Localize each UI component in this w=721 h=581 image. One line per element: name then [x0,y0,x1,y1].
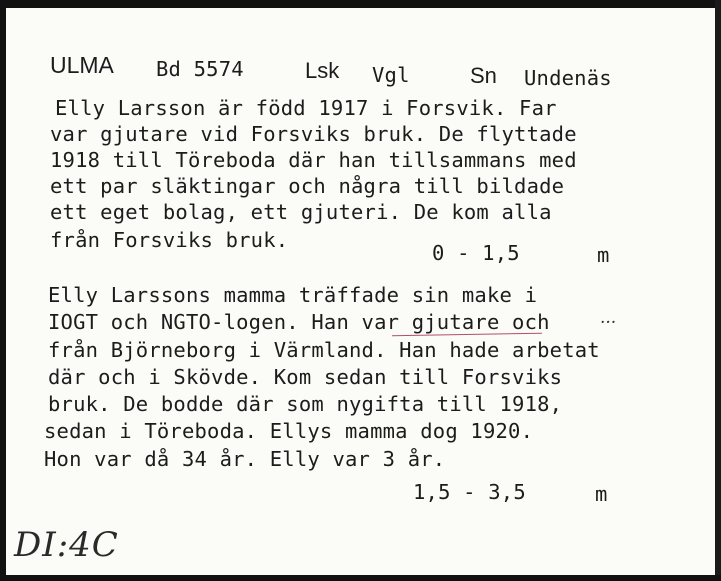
paragraph2-line: från Björneborg i Värmland. Han hade arbetat [48,338,600,362]
paragraph1-line: Elly Larsson är född 1917 i Forsvik. Far [55,96,557,120]
paragraph2-range: 1,5 - 3,5 [413,480,526,504]
scan-edge-bottom [0,575,721,581]
paragraph1-line: ett par släktingar och några till bildade [50,174,565,198]
lsk-value: Vgl [372,63,410,87]
paragraph1-line: 1918 till Töreboda där han tillsammans med [50,148,577,172]
handwritten-note: ... [600,308,617,328]
bd-number: Bd 5574 [156,57,244,81]
paragraph2-line: där och i Skövde. Kom sedan till Forsviks [48,365,563,389]
paragraph2-line: Elly Larssons mamma träffade sin make i [48,283,538,307]
paragraph2-unit: m [595,482,608,506]
handwritten-code: DI:4C [14,525,119,565]
scan-edge-right [715,0,721,581]
paragraph2-line: bruk. De bodde där som nygifta till 1918, [48,392,563,416]
paragraph1-unit: m [597,243,610,267]
paragraph2-line: Hon var då 34 år. Elly var 3 år. [44,447,446,471]
scan-edge-top [0,0,721,8]
paragraph2-line: sedan i Töreboda. Ellys mamma dog 1920. [44,419,534,443]
paragraph1-line: var gjutare vid Forsviks bruk. De flyttade [50,122,577,146]
sn-label: Sn [470,63,497,88]
paragraph1-line: från Forsviks bruk. [50,228,289,252]
paragraph1-line: ett eget bolag, ett gjuteri. De kom alla [50,200,552,224]
archive-label: ULMA [50,52,114,78]
paragraph2-line: IOGT och NGTO-logen. Han var gjutare och [48,310,550,334]
paragraph1-range: 0 - 1,5 [432,241,520,265]
sn-value: Undenäs [524,66,612,90]
lsk-label: Lsk [305,58,340,83]
